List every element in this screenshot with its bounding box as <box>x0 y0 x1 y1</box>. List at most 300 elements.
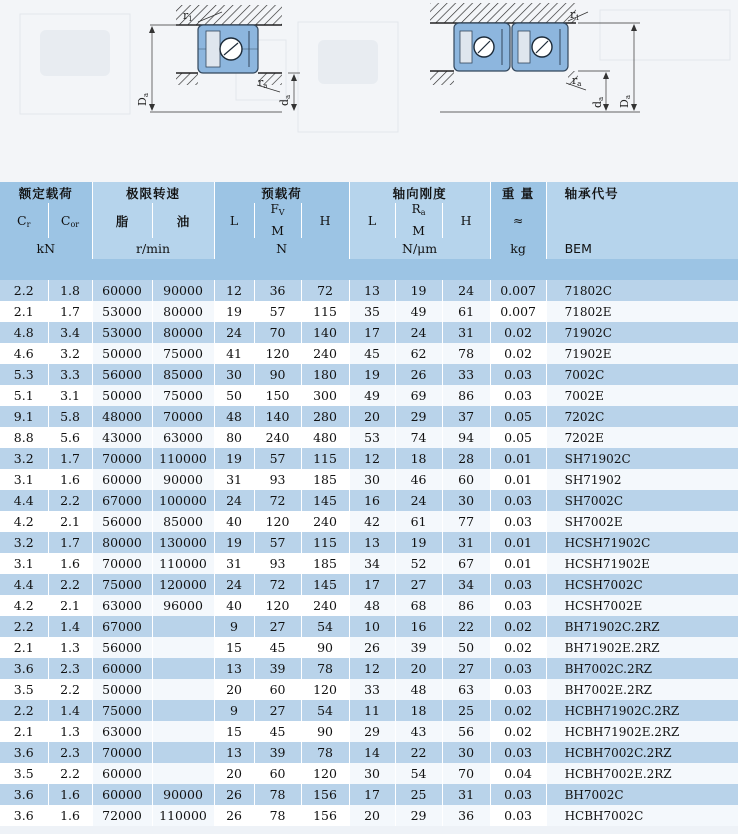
cell-weight: 0.01 <box>490 532 546 553</box>
cell-speed-oil: 85000 <box>152 364 214 385</box>
cell-cr: 5.1 <box>0 385 48 406</box>
cell-speed-oil <box>152 616 214 637</box>
cell-cor: 1.6 <box>48 784 92 805</box>
cell-speed-grease: 60000 <box>92 658 152 679</box>
cell-preload-l: 40 <box>214 511 254 532</box>
cell-axial-l: 35 <box>349 301 395 322</box>
cell-speed-grease: 75000 <box>92 574 152 595</box>
table-row <box>0 742 738 763</box>
header-row-titles <box>0 182 738 203</box>
cell-preload-h: 54 <box>301 616 349 637</box>
table-row <box>0 574 738 595</box>
cell-bearing-code: HCBH7002C.2RZ <box>546 742 738 763</box>
cell-preload-h: 115 <box>301 532 349 553</box>
cell-preload-l: 9 <box>214 700 254 721</box>
table-row <box>0 448 738 469</box>
cell-axial-l: 53 <box>349 427 395 448</box>
cell-cr: 3.6 <box>0 658 48 679</box>
cell-axial-m: 48 <box>395 679 442 700</box>
table-row <box>0 490 738 511</box>
cell-preload-m: 93 <box>254 553 301 574</box>
table-row <box>0 343 738 364</box>
header-cor: $C_{or}$ <box>48 203 92 238</box>
cell-speed-oil <box>152 721 214 742</box>
cell-axial-m: 25 <box>395 784 442 805</box>
cell-preload-h: 120 <box>301 679 349 700</box>
table-row <box>0 784 738 805</box>
cell-cor: 2.3 <box>48 658 92 679</box>
cell-weight: 0.02 <box>490 343 546 364</box>
cell-axial-l: 33 <box>349 679 395 700</box>
cell-axial-h: 22 <box>442 616 490 637</box>
cell-speed-oil <box>152 700 214 721</box>
cell-axial-l: 34 <box>349 553 395 574</box>
cell-speed-oil: 85000 <box>152 511 214 532</box>
table-row <box>0 616 738 637</box>
cell-axial-l: 13 <box>349 532 395 553</box>
cell-weight: 0.05 <box>490 406 546 427</box>
cell-preload-l: 41 <box>214 343 254 364</box>
table-row <box>0 322 738 343</box>
cell-speed-grease: 70000 <box>92 553 152 574</box>
cell-cor: 3.2 <box>48 343 92 364</box>
cell-speed-oil <box>152 763 214 784</box>
cell-cor: 1.3 <box>48 637 92 658</box>
cell-cor: 2.3 <box>48 742 92 763</box>
cell-speed-oil: 75000 <box>152 343 214 364</box>
table-row <box>0 763 738 784</box>
cell-bearing-code: BH71902E.2RZ <box>546 637 738 658</box>
cell-axial-h: 78 <box>442 343 490 364</box>
table-row <box>0 406 738 427</box>
cell-preload-h: 140 <box>301 322 349 343</box>
cell-preload-l: 9 <box>214 616 254 637</box>
cell-axial-m: 26 <box>395 364 442 385</box>
cell-cor: 2.2 <box>48 490 92 511</box>
cell-axial-l: 12 <box>349 448 395 469</box>
cell-cr: 3.1 <box>0 469 48 490</box>
cell-preload-l: 24 <box>214 322 254 343</box>
cell-cor: 5.6 <box>48 427 92 448</box>
cell-axial-l: 30 <box>349 763 395 784</box>
header-preload-symbol: $F_V$ <box>270 203 285 217</box>
cell-preload-l: 80 <box>214 427 254 448</box>
table-header <box>0 182 738 280</box>
header-bearing-code: 轴承代号 <box>546 182 738 203</box>
cell-cr: 3.6 <box>0 742 48 763</box>
cell-speed-grease: 67000 <box>92 616 152 637</box>
cell-axial-h: 67 <box>442 553 490 574</box>
cell-preload-m: 60 <box>254 763 301 784</box>
cell-preload-m: 36 <box>254 280 301 301</box>
header-bem: BEM <box>546 238 738 259</box>
cell-cor: 1.4 <box>48 700 92 721</box>
label-r1-paired: r1 <box>570 8 580 22</box>
cell-preload-h: 300 <box>301 385 349 406</box>
table-row <box>0 511 738 532</box>
cell-axial-h: 24 <box>442 280 490 301</box>
cell-weight: 0.03 <box>490 595 546 616</box>
cell-axial-h: 86 <box>442 385 490 406</box>
table-row <box>0 679 738 700</box>
cell-preload-m: 57 <box>254 301 301 322</box>
cell-preload-h: 240 <box>301 511 349 532</box>
cell-preload-m: 90 <box>254 364 301 385</box>
cell-bearing-code: 7202C <box>546 406 738 427</box>
cell-weight: 0.007 <box>490 301 546 322</box>
cell-speed-grease: 48000 <box>92 406 152 427</box>
cell-bearing-code: 71802C <box>546 280 738 301</box>
cell-cor: 1.7 <box>48 532 92 553</box>
cell-axial-h: 30 <box>442 490 490 511</box>
cell-cor: 1.8 <box>48 280 92 301</box>
header-cr: $C_r$ <box>0 203 48 238</box>
cell-preload-m: 120 <box>254 511 301 532</box>
cell-bearing-code: 7002E <box>546 385 738 406</box>
cell-preload-h: 185 <box>301 469 349 490</box>
cell-bearing-code: HCBH71902E.2RZ <box>546 721 738 742</box>
cell-axial-l: 17 <box>349 784 395 805</box>
cell-cor: 3.4 <box>48 322 92 343</box>
cell-axial-l: 16 <box>349 490 395 511</box>
cell-axial-h: 28 <box>442 448 490 469</box>
cell-bearing-code: SH71902C <box>546 448 738 469</box>
cell-axial-m: 52 <box>395 553 442 574</box>
cell-axial-l: 14 <box>349 742 395 763</box>
cell-speed-grease: 80000 <box>92 532 152 553</box>
cell-speed-oil: 80000 <box>152 322 214 343</box>
cell-cr: 4.2 <box>0 595 48 616</box>
cell-axial-m: 29 <box>395 805 442 826</box>
header-axial-rigidity: 轴向刚度 <box>349 182 490 203</box>
cell-speed-grease: 72000 <box>92 805 152 826</box>
header-oil: 油 <box>152 203 214 238</box>
cell-cr: 2.1 <box>0 721 48 742</box>
cell-cor: 2.2 <box>48 679 92 700</box>
cell-preload-l: 26 <box>214 805 254 826</box>
cell-axial-l: 10 <box>349 616 395 637</box>
cell-preload-l: 19 <box>214 532 254 553</box>
cell-speed-grease: 50000 <box>92 385 152 406</box>
cell-cor: 2.2 <box>48 763 92 784</box>
cell-cr: 4.8 <box>0 322 48 343</box>
unit-nmu: N/μm <box>349 238 490 259</box>
cell-preload-h: 78 <box>301 742 349 763</box>
cell-weight: 0.03 <box>490 784 546 805</box>
table-row <box>0 700 738 721</box>
cell-cr: 3.2 <box>0 532 48 553</box>
cell-axial-h: 31 <box>442 322 490 343</box>
cell-weight: 0.02 <box>490 637 546 658</box>
cell-preload-m: 93 <box>254 469 301 490</box>
cell-preload-h: 72 <box>301 280 349 301</box>
cell-preload-h: 145 <box>301 574 349 595</box>
cell-weight: 0.03 <box>490 511 546 532</box>
cell-speed-grease: 56000 <box>92 511 152 532</box>
cell-preload-h: 240 <box>301 343 349 364</box>
cell-axial-h: 70 <box>442 763 490 784</box>
cell-weight: 0.03 <box>490 574 546 595</box>
cell-bearing-code: HCSH71902C <box>546 532 738 553</box>
cell-speed-oil <box>152 742 214 763</box>
cell-bearing-code: 7002C <box>546 364 738 385</box>
cell-preload-m: 140 <box>254 406 301 427</box>
cell-cr: 9.1 <box>0 406 48 427</box>
cell-cr: 3.1 <box>0 553 48 574</box>
cell-preload-m: 39 <box>254 742 301 763</box>
cell-speed-oil: 75000 <box>152 385 214 406</box>
table-row <box>0 301 738 322</box>
cell-axial-h: 63 <box>442 679 490 700</box>
cell-axial-h: 60 <box>442 469 490 490</box>
cell-preload-l: 12 <box>214 280 254 301</box>
table-row <box>0 658 738 679</box>
cell-preload-l: 24 <box>214 490 254 511</box>
cell-cr: 3.6 <box>0 805 48 826</box>
cell-speed-oil <box>152 679 214 700</box>
cell-preload-l: 26 <box>214 784 254 805</box>
cell-axial-l: 26 <box>349 637 395 658</box>
cell-cr: 2.1 <box>0 301 48 322</box>
cell-weight: 0.03 <box>490 658 546 679</box>
cell-speed-oil: 70000 <box>152 406 214 427</box>
cell-preload-m: 60 <box>254 679 301 700</box>
cell-bearing-code: HCBH7002E.2RZ <box>546 763 738 784</box>
header-preload-m: $F_V$ M <box>254 203 301 238</box>
cell-cor: 2.1 <box>48 511 92 532</box>
cell-preload-h: 240 <box>301 595 349 616</box>
header-preload: 预载荷 <box>214 182 349 203</box>
cell-cr: 3.2 <box>0 448 48 469</box>
cell-cor: 5.8 <box>48 406 92 427</box>
cell-axial-m: 18 <box>395 448 442 469</box>
table-row <box>0 427 738 448</box>
cell-bearing-code: HCSH71902E <box>546 553 738 574</box>
cell-cor: 1.7 <box>48 448 92 469</box>
cell-bearing-code: HCSH7002C <box>546 574 738 595</box>
cell-weight: 0.01 <box>490 469 546 490</box>
cell-preload-h: 115 <box>301 301 349 322</box>
header-row-units <box>0 238 738 259</box>
cell-weight: 0.03 <box>490 385 546 406</box>
cell-speed-oil: 90000 <box>152 784 214 805</box>
cell-axial-l: 20 <box>349 805 395 826</box>
cell-axial-m: 16 <box>395 616 442 637</box>
cell-axial-h: 56 <box>442 721 490 742</box>
cell-weight: 0.01 <box>490 553 546 574</box>
cell-speed-grease: 53000 <box>92 301 152 322</box>
cell-cr: 5.3 <box>0 364 48 385</box>
cell-cr: 4.2 <box>0 511 48 532</box>
cell-weight: 0.03 <box>490 364 546 385</box>
cell-axial-m: 20 <box>395 658 442 679</box>
cell-axial-m: 22 <box>395 742 442 763</box>
cell-weight: 0.05 <box>490 427 546 448</box>
cell-cr: 8.8 <box>0 427 48 448</box>
cell-speed-grease: 50000 <box>92 679 152 700</box>
cell-weight: 0.02 <box>490 322 546 343</box>
cell-axial-h: 33 <box>442 364 490 385</box>
cell-preload-m: 78 <box>254 784 301 805</box>
cell-axial-m: 27 <box>395 574 442 595</box>
cell-bearing-code: SH7002C <box>546 490 738 511</box>
cell-preload-m: 57 <box>254 448 301 469</box>
header-axial-l: L <box>349 203 395 238</box>
cell-axial-l: 29 <box>349 721 395 742</box>
cell-preload-l: 20 <box>214 679 254 700</box>
cell-preload-m: 78 <box>254 805 301 826</box>
label-da-paired: da <box>591 96 605 108</box>
cell-axial-l: 13 <box>349 280 395 301</box>
cell-axial-m: 24 <box>395 490 442 511</box>
cell-speed-grease: 60000 <box>92 469 152 490</box>
header-axial-symbol: $R_a$ <box>411 203 426 217</box>
unit-rpm: r/min <box>92 238 214 259</box>
cell-preload-m: 45 <box>254 637 301 658</box>
cell-cr: 2.2 <box>0 280 48 301</box>
cell-cr: 4.4 <box>0 574 48 595</box>
cell-cor: 1.3 <box>48 721 92 742</box>
cell-speed-grease: 56000 <box>92 364 152 385</box>
cell-weight: 0.007 <box>490 280 546 301</box>
cell-preload-m: 150 <box>254 385 301 406</box>
cell-preload-l: 19 <box>214 301 254 322</box>
cell-cr: 2.2 <box>0 616 48 637</box>
cell-preload-m: 72 <box>254 490 301 511</box>
cell-speed-grease: 63000 <box>92 721 152 742</box>
cell-axial-h: 31 <box>442 532 490 553</box>
cell-axial-l: 12 <box>349 658 395 679</box>
cell-preload-h: 185 <box>301 553 349 574</box>
cell-preload-h: 156 <box>301 805 349 826</box>
cell-weight: 0.01 <box>490 448 546 469</box>
cell-speed-grease: 60000 <box>92 280 152 301</box>
cell-weight: 0.03 <box>490 742 546 763</box>
bearing-section-drawings <box>0 0 738 182</box>
cell-preload-h: 78 <box>301 658 349 679</box>
table-row <box>0 805 738 826</box>
cell-axial-m: 69 <box>395 385 442 406</box>
cell-axial-h: 31 <box>442 784 490 805</box>
cell-speed-oil: 96000 <box>152 595 214 616</box>
cell-bearing-code: 71902C <box>546 322 738 343</box>
cell-cor: 3.1 <box>48 385 92 406</box>
cell-axial-m: 19 <box>395 280 442 301</box>
cell-axial-m: 54 <box>395 763 442 784</box>
cell-preload-h: 54 <box>301 700 349 721</box>
cell-preload-l: 19 <box>214 448 254 469</box>
cell-speed-oil: 120000 <box>152 574 214 595</box>
cell-axial-m: 43 <box>395 721 442 742</box>
cell-cor: 2.1 <box>48 595 92 616</box>
cell-speed-oil: 110000 <box>152 448 214 469</box>
cell-speed-grease: 70000 <box>92 448 152 469</box>
cell-bearing-code: HCBH7002C <box>546 805 738 826</box>
label-ra: ra <box>258 76 268 90</box>
cell-speed-oil: 130000 <box>152 532 214 553</box>
cell-weight: 0.02 <box>490 721 546 742</box>
cell-bearing-code: HCBH71902C.2RZ <box>546 700 738 721</box>
cell-speed-oil <box>152 637 214 658</box>
single-bearing-drawing <box>136 5 300 112</box>
cell-axial-h: 61 <box>442 301 490 322</box>
cell-preload-h: 145 <box>301 490 349 511</box>
cell-cr: 3.5 <box>0 763 48 784</box>
cell-speed-oil: 90000 <box>152 469 214 490</box>
cell-bearing-code: HCSH7002E <box>546 595 738 616</box>
cell-preload-h: 156 <box>301 784 349 805</box>
cell-cor: 1.6 <box>48 553 92 574</box>
cell-axial-l: 49 <box>349 385 395 406</box>
cell-axial-m: 49 <box>395 301 442 322</box>
cell-preload-h: 180 <box>301 364 349 385</box>
cell-speed-grease: 53000 <box>92 322 152 343</box>
cell-preload-l: 15 <box>214 721 254 742</box>
cell-cor: 1.4 <box>48 616 92 637</box>
cell-axial-m: 46 <box>395 469 442 490</box>
label-da: da <box>278 94 292 106</box>
cell-preload-l: 30 <box>214 364 254 385</box>
table-row <box>0 280 738 301</box>
cell-axial-h: 86 <box>442 595 490 616</box>
cell-axial-h: 25 <box>442 700 490 721</box>
cell-axial-m: 62 <box>395 343 442 364</box>
cell-cor: 1.7 <box>48 301 92 322</box>
cell-axial-m: 61 <box>395 511 442 532</box>
header-weight: 重 量 <box>490 182 546 203</box>
cell-weight: 0.02 <box>490 616 546 637</box>
unit-kn: kN <box>0 238 92 259</box>
cell-cr: 3.6 <box>0 784 48 805</box>
cell-speed-grease: 70000 <box>92 742 152 763</box>
cell-speed-oil: 90000 <box>152 280 214 301</box>
cell-bearing-code: BH7002C <box>546 784 738 805</box>
cell-axial-h: 36 <box>442 805 490 826</box>
cell-cr: 2.2 <box>0 700 48 721</box>
header-approx: ≈ <box>490 203 546 238</box>
header-grease: 脂 <box>92 203 152 238</box>
cell-bearing-code: SH7002E <box>546 511 738 532</box>
cell-axial-l: 20 <box>349 406 395 427</box>
cell-speed-oil <box>152 658 214 679</box>
table-body <box>0 280 738 826</box>
cell-speed-oil: 100000 <box>152 490 214 511</box>
cell-speed-grease: 67000 <box>92 490 152 511</box>
cell-bearing-code: 71802E <box>546 301 738 322</box>
table-row <box>0 532 738 553</box>
cell-preload-m: 120 <box>254 595 301 616</box>
cell-cor: 1.6 <box>48 805 92 826</box>
cell-axial-m: 19 <box>395 532 442 553</box>
cell-preload-h: 115 <box>301 448 349 469</box>
header-rated-load: 额定载荷 <box>0 182 92 203</box>
cell-preload-m: 27 <box>254 616 301 637</box>
cell-axial-l: 45 <box>349 343 395 364</box>
cell-bearing-code: 7202E <box>546 427 738 448</box>
cell-weight: 0.03 <box>490 679 546 700</box>
header-preload-h: H <box>301 203 349 238</box>
table-row <box>0 721 738 742</box>
cell-speed-grease: 63000 <box>92 595 152 616</box>
label-r1: r1 <box>183 9 193 23</box>
label-ra-paired: ra <box>572 74 582 88</box>
cell-axial-m: 18 <box>395 700 442 721</box>
cell-axial-h: 94 <box>442 427 490 448</box>
header-row-symbols <box>0 203 738 238</box>
cell-axial-l: 17 <box>349 322 395 343</box>
cell-speed-grease: 50000 <box>92 343 152 364</box>
cell-weight: 0.02 <box>490 700 546 721</box>
